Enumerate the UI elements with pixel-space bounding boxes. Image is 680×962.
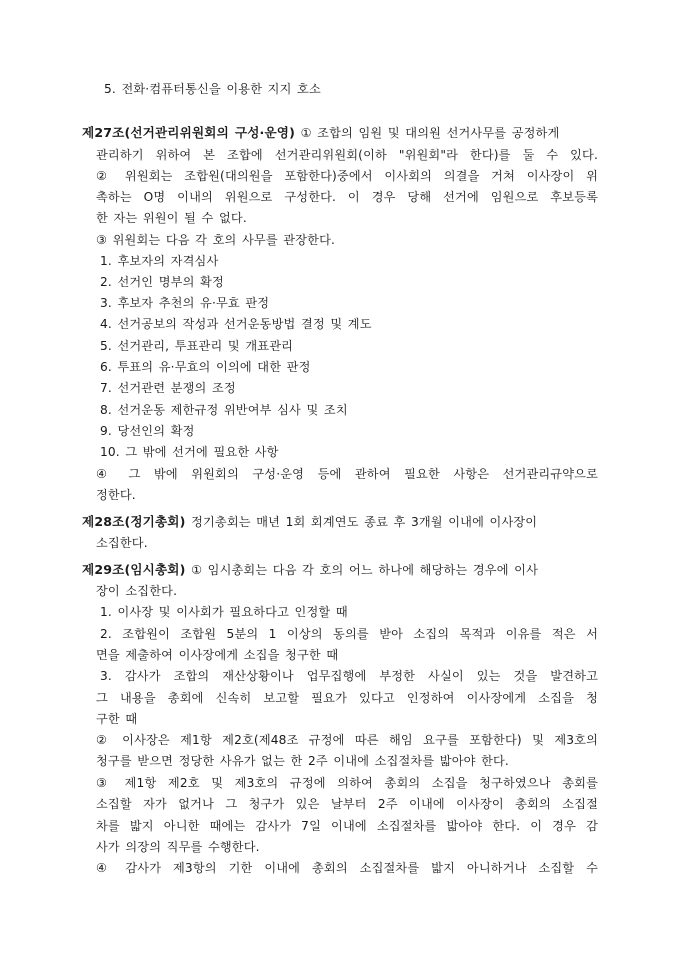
article-29-para3-line1: ③ 제1항 제2호 및 제3호의 규정에 의하여 총회의 소집을 청구하였으나 총회를 bbox=[96, 776, 598, 790]
article-27-item: 2. 선거인 명부의 확정 bbox=[100, 275, 224, 289]
article-27-item: 10. 그 밖에 선거에 필요한 사항 bbox=[100, 445, 279, 459]
article-27-item: 8. 선거운동 제한규정 위반여부 심사 및 조치 bbox=[100, 403, 348, 417]
article-27-item: 4. 선거공보의 작성과 선거운동방법 결정 및 계도 bbox=[100, 317, 372, 331]
intro-list-item: 5. 전화·컴퓨터통신을 이용한 지지 호소 bbox=[104, 82, 321, 96]
article-27-para2-line3: 한 자는 위원이 될 수 없다. bbox=[96, 211, 247, 225]
article-28-text-first: 정기총회는 매년 1회 회계연도 종료 후 3개월 이내에 이사장이 bbox=[191, 515, 538, 529]
article-29-heading: 제29조(임시총회) bbox=[82, 562, 186, 577]
article-28-heading: 제28조(정기총회) bbox=[82, 514, 186, 529]
article-27-item: 1. 후보자의 자격심사 bbox=[100, 254, 219, 268]
article-27-para1-first: ① 조합의 임원 및 대의원 선거사무를 공정하게 bbox=[300, 126, 560, 140]
article-29-para3-line2: 소집할 자가 없거나 그 청구가 있은 날부터 2주 이내에 이사장이 총회의 소집절 bbox=[96, 797, 598, 811]
article-29-para4-line1: ④ 감사가 제3항의 기한 이내에 총회의 소집절차를 밟지 아니하거나 소집할 수 bbox=[96, 861, 598, 875]
article-29-para3-line4: 사가 의장의 직무를 수행한다. bbox=[96, 840, 260, 854]
article-29-para3-line3: 차를 밟지 아니한 때에는 감사가 7일 이내에 소집절차를 밟아야 한다. 이 경우 감 bbox=[96, 819, 598, 833]
article-27-para2-line1: ② 위원회는 조합원(대의원을 포함한다)중에서 이사회의 의결을 거쳐 이사장이 위 bbox=[96, 169, 598, 183]
article-29-item2-line1: 2. 조합원이 조합원 5분의 1 이상의 동의를 받아 소집의 목적과 이유를 적은 서 bbox=[100, 627, 598, 641]
article-29-first-line bbox=[82, 562, 538, 578]
article-27-heading: 제27조(선거관리위원회의 구성·운영) bbox=[82, 125, 296, 140]
article-27-para2-line2: 촉하는 O명 이내의 위원으로 구성한다. 이 경우 당해 선거에 임원으로 후보등록 bbox=[96, 190, 598, 204]
article-29-para1-cont: 장이 소집한다. bbox=[96, 584, 178, 598]
article-28-first-line bbox=[82, 514, 537, 530]
article-27-para3: ③ 위원회는 다음 각 호의 사무를 관장한다. bbox=[96, 233, 336, 247]
article-29-item3-line1: 3. 감사가 조합의 재산상황이나 업무집행에 부정한 사실이 있는 것을 발견하고 bbox=[100, 669, 598, 683]
article-29-item3-line2: 그 내용을 총회에 신속히 보고할 필요가 있다고 인정하여 이사장에게 소집을 청 bbox=[96, 691, 598, 705]
article-27-para1-cont: 관리하기 위하여 본 조합에 선거관리위원회(이하 "위원회"라 한다)를 둘 수 있다. bbox=[96, 148, 598, 162]
article-27-para4-line2: 정한다. bbox=[96, 488, 136, 502]
article-29-item2-line2: 면을 제출하여 이사장에게 소집을 청구한 때 bbox=[96, 648, 339, 662]
article-27-item: 7. 선거관련 분쟁의 조정 bbox=[100, 381, 236, 395]
article-29-item1: 1. 이사장 및 이사회가 필요하다고 인정할 때 bbox=[100, 605, 348, 619]
article-27-item: 5. 선거관리, 투표관리 및 개표관리 bbox=[100, 339, 294, 353]
article-27-item: 3. 후보자 추천의 유·무효 판정 bbox=[100, 296, 270, 310]
article-29-para1-first: ① 임시총회는 다음 각 호의 어느 하나에 해당하는 경우에 이사 bbox=[191, 563, 539, 577]
article-29-item3-line3: 구한 때 bbox=[96, 712, 138, 726]
article-27-item: 6. 투표의 유·무효의 이의에 대한 판정 bbox=[100, 360, 311, 374]
article-29-para2-line2: 청구를 받으면 정당한 사유가 없는 한 2주 이내에 소집절차를 밟아야 한다. bbox=[96, 754, 509, 768]
article-29-para2-line1: ② 이사장은 제1항 제2호(제48조 규정에 따른 해임 요구를 포함한다) 및 제3호의 bbox=[96, 733, 598, 747]
article-27-item: 9. 당선인의 확정 bbox=[100, 424, 195, 438]
article-27-para4-line1: ④ 그 밖에 위원회의 구성·운영 등에 관하여 필요한 사항은 선거관리규약으로 bbox=[96, 467, 598, 481]
article-27-first-line bbox=[82, 125, 559, 141]
article-28-text-cont: 소집한다. bbox=[96, 536, 148, 550]
